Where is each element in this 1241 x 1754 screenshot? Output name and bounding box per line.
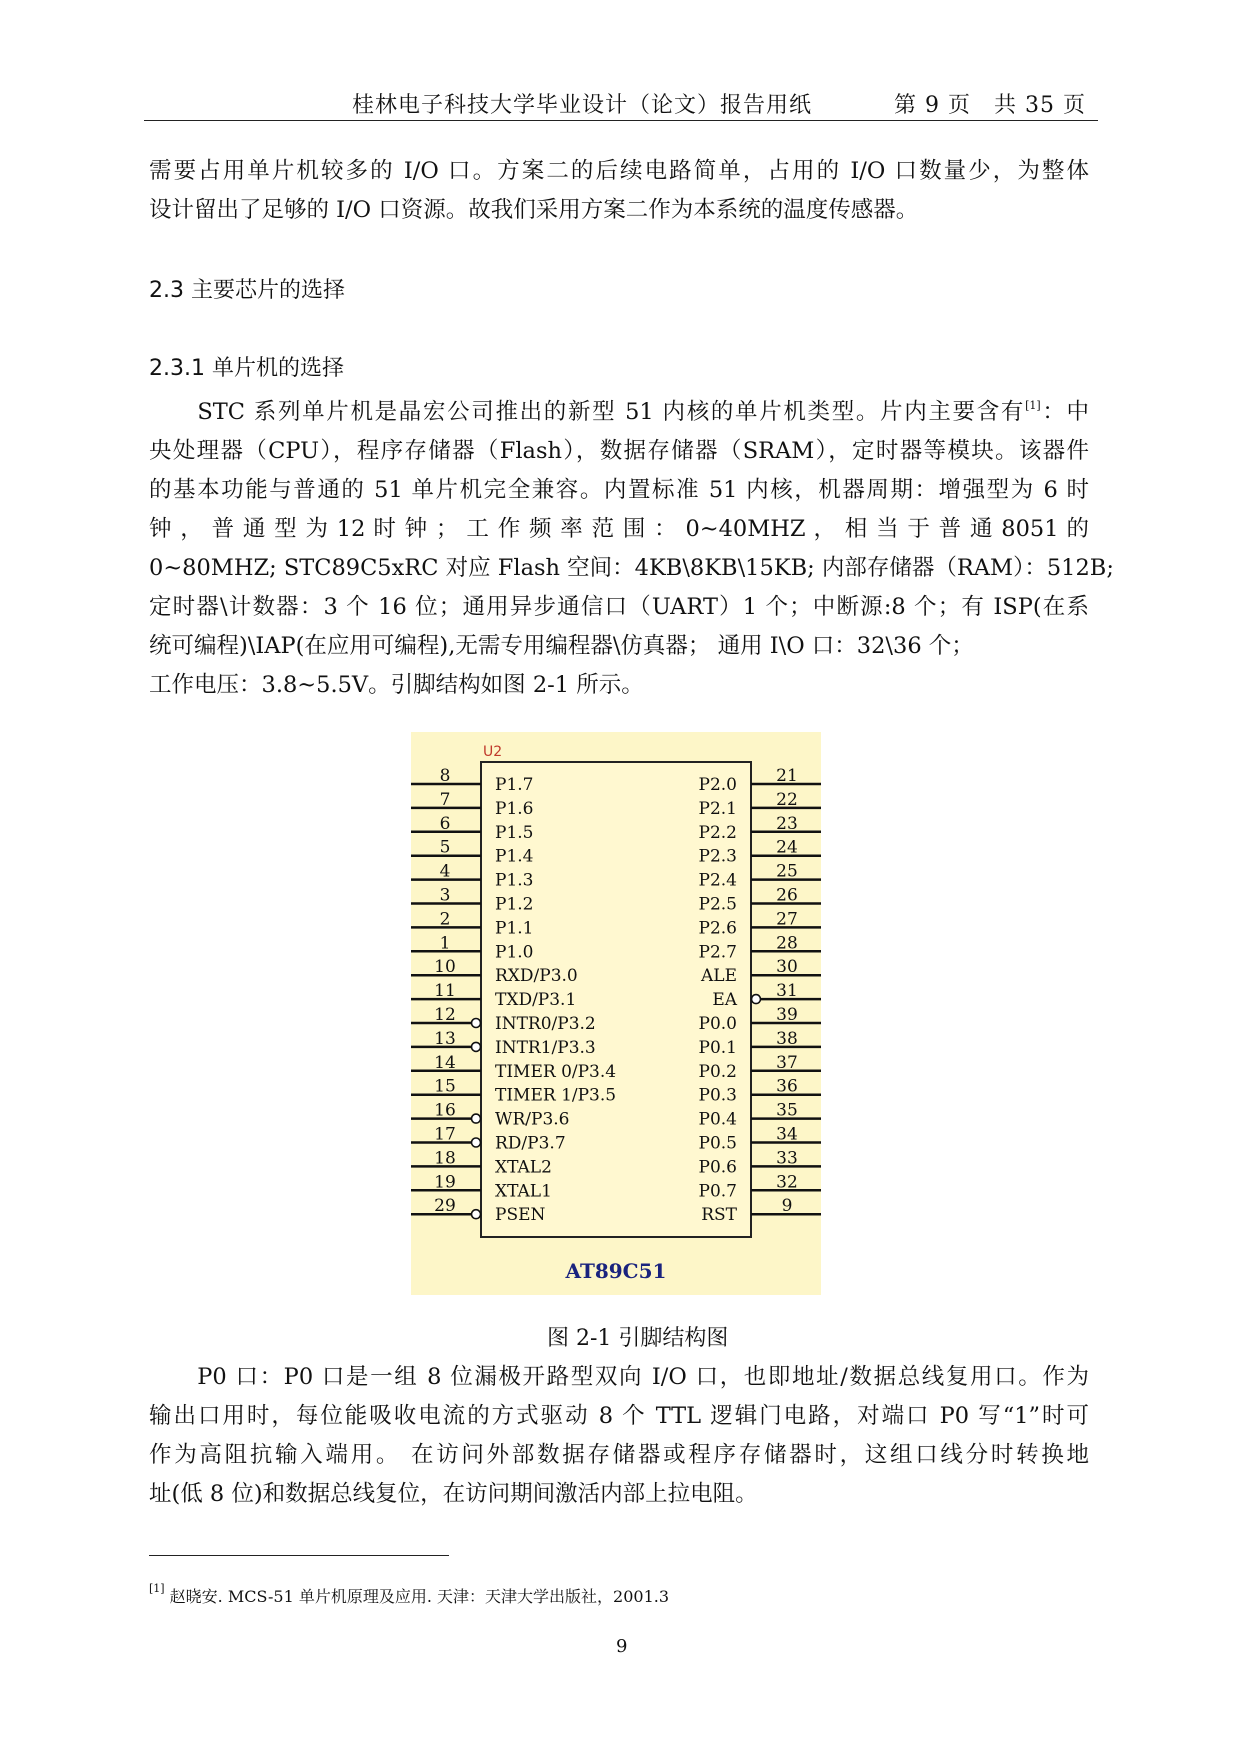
pin-number: 8 [439, 766, 451, 786]
pin-number: 16 [434, 1100, 456, 1121]
pin-number: 1 [439, 933, 451, 954]
inversion-bubble [472, 1114, 481, 1123]
pin-name: EA [712, 990, 737, 1011]
pin-name: P2.5 [698, 894, 737, 915]
section-heading-2-3: 2.3 主要芯片的选择 [149, 278, 345, 303]
pin-name: P1.0 [495, 942, 534, 963]
paragraph-2-line: 统可编程)\IAP(在应用可编程),无需专用编程器\仿真器； 通用 I\O 口：32\36 个； [149, 633, 974, 659]
pin-number: 14 [434, 1052, 456, 1073]
pin-name: P2.4 [698, 870, 737, 891]
pin-number: 34 [776, 1124, 798, 1145]
pin-name: P2.1 [698, 798, 737, 819]
pin-name: P0.5 [698, 1133, 737, 1154]
paragraph-2-line: 0~80MHZ; STC89C5xRC 对应 Flash 空间：4KB\8KB\15KB; 内部存储器（RAM）：512B; [149, 555, 1114, 581]
pin-name: P0.6 [698, 1157, 737, 1178]
pin-number: 2 [439, 909, 451, 930]
pin-name: PSEN [495, 1205, 546, 1226]
footnote-mark: [1] [149, 1582, 165, 1595]
pin-number: 30 [776, 957, 798, 978]
section-heading-2-3-1: 2.3.1 单片机的选择 [149, 356, 344, 381]
paragraph-2-text: ：中 [1040, 399, 1089, 425]
pin-number: 36 [776, 1076, 798, 1097]
pin-number: 5 [439, 837, 451, 858]
pin-name: RXD/P3.0 [495, 966, 578, 987]
pin-number: 39 [776, 1005, 798, 1025]
paragraph-2-line: 央处理器（CPU），程序存储器（Flash），数据存储器（SRAM），定时器等模块。该器件 [149, 438, 1089, 464]
paragraph-3-line: 作为高阻抗输入端用。 在访问外部数据存储器或程序存储器时，这组口线分时转换地 [149, 1442, 1089, 1468]
pin-name: P2.3 [698, 846, 737, 867]
pin-name: P1.4 [495, 846, 534, 867]
citation-ref[interactable]: [1] [1025, 399, 1041, 412]
pin-number: 12 [434, 1005, 456, 1025]
paragraph-2-line: 工作电压：3.8~5.5V。引脚结构如图 2-1 所示。 [149, 672, 644, 698]
pin-name: TXD/P3.1 [495, 990, 577, 1011]
pin-number: 25 [776, 861, 798, 882]
page-number: 9 [616, 1636, 628, 1657]
pin-number: 28 [776, 933, 798, 954]
pin-name: P1.1 [495, 918, 534, 939]
pin-number: 9 [781, 1196, 793, 1217]
pin-number: 4 [439, 861, 451, 882]
pin-name: P0.3 [698, 1085, 737, 1106]
pin-name: P0.4 [698, 1109, 737, 1130]
pin-number: 21 [776, 766, 798, 786]
inversion-bubble [472, 1019, 481, 1028]
footnote [149, 1584, 669, 1607]
pin-number: 19 [434, 1172, 456, 1193]
inversion-bubble [472, 1210, 481, 1219]
pin-number: 11 [434, 981, 456, 1002]
inversion-bubble [472, 1042, 481, 1051]
pin-name: WR/P3.6 [495, 1109, 570, 1130]
pin-number: 32 [776, 1172, 798, 1193]
pin-number: 3 [439, 885, 451, 906]
pin-name: P2.7 [698, 942, 737, 963]
figure-caption: 图 2-1 引脚结构图 [547, 1326, 729, 1351]
pin-name: INTR0/P3.2 [495, 1014, 596, 1034]
pin-number: 22 [776, 789, 798, 810]
header-page-info: 第 9 页 共 35 页 [894, 93, 1086, 118]
pin-name: RST [701, 1205, 737, 1226]
paragraph-1 [149, 152, 1089, 230]
paragraph-3-line: 输出口用时，每位能吸收电流的方式驱动 8 个 TTL 逻辑门电路，对端口 P0 写“1”时可 [149, 1403, 1089, 1429]
pin-name: P0.2 [698, 1061, 737, 1082]
pin-name: P0.7 [698, 1181, 737, 1202]
pin-name: P1.2 [495, 894, 534, 915]
paragraph-2-text: STC 系列单片机是晶宏公司推出的新型 51 内核的单片机类型。片内主要含有 [149, 399, 1026, 425]
pin-name: XTAL2 [495, 1157, 552, 1178]
paragraph-1-line: 需要占用单片机较多的 I/O 口。方案二的后续电路简单，占用的 I/O 口数量少，为整体 [149, 158, 1089, 184]
pin-name: XTAL1 [495, 1181, 552, 1202]
pin-name: P0.0 [698, 1014, 737, 1034]
pin-number: 35 [776, 1100, 798, 1121]
pin-name: RD/P3.7 [495, 1133, 566, 1154]
pin-number: 23 [776, 813, 798, 834]
pin-name: P2.0 [698, 775, 737, 795]
header-title: 桂林电子科技大学毕业设计（论文）报告用纸 [352, 93, 813, 118]
pin-name: P1.6 [495, 798, 534, 819]
paragraph-3-line: 址(低 8 位)和数据总线复位，在访问期间激活内部上拉电阻。 [149, 1481, 758, 1507]
pin-name: P0.1 [698, 1037, 737, 1058]
paragraph-2-line: 钟 ， 普 通 型 为 12 时 钟 ； 工 作 频 率 范 围 ： 0~40MHZ ， 相 当 于 普 通 8051 的 [149, 516, 1089, 542]
pinout-figure [411, 732, 821, 1295]
pin-number: 17 [434, 1124, 456, 1145]
paragraph-2 [149, 393, 1114, 705]
pin-number: 26 [776, 885, 798, 906]
pin-number: 15 [434, 1076, 456, 1097]
chip-ref-label: U2 [483, 744, 503, 760]
inversion-bubble [472, 1138, 481, 1147]
paragraph-3-line: P0 口：P0 口是一组 8 位漏极开路型双向 I/O 口，也即地址/数据总线复用口。作为 [149, 1364, 1089, 1390]
pin-name: P2.6 [698, 918, 737, 939]
pin-number: 24 [776, 837, 798, 858]
footnote-text: 赵晓安. MCS-51 单片机原理及应用. 天津：天津大学出版社，2001.3 [164, 1587, 670, 1606]
paragraph-2-line: 定时器\计数器：3 个 16 位；通用异步通信口（UART）1 个；中断源:8 个；有 ISP(在系 [149, 594, 1089, 620]
paragraph-1-line: 设计留出了足够的 I/O 口资源。故我们采用方案二作为本系统的温度传感器。 [149, 197, 919, 223]
pin-number: 27 [776, 909, 798, 930]
pin-name: P1.7 [495, 775, 534, 795]
footnote-divider [149, 1555, 449, 1556]
pin-number: 13 [434, 1028, 456, 1049]
paragraph-2-line: 的基本功能与普通的 51 单片机完全兼容。内置标准 51 内核，机器周期：增强型为 6 时 [149, 477, 1089, 503]
paragraph-2-line [149, 393, 1089, 432]
pin-name: INTR1/P3.3 [495, 1037, 596, 1058]
pin-number: 18 [434, 1148, 456, 1169]
pin-name: P1.3 [495, 870, 534, 891]
pin-number: 7 [439, 789, 451, 810]
pin-number: 10 [434, 957, 456, 978]
pin-number: 38 [776, 1028, 798, 1049]
pin-number: 6 [439, 813, 451, 834]
paragraph-3 [149, 1358, 1089, 1514]
pin-name: TIMER 0/P3.4 [495, 1061, 617, 1082]
pin-number: 33 [776, 1148, 798, 1169]
pin-name: TIMER 1/P3.5 [495, 1085, 617, 1106]
pin-number: 29 [434, 1196, 456, 1217]
pin-number: 31 [776, 981, 798, 1002]
pin-name: ALE [701, 966, 737, 987]
header-divider [144, 120, 1098, 121]
chip-part-label: AT89C51 [565, 1259, 667, 1283]
inversion-bubble [752, 995, 761, 1004]
pin-name: P2.2 [698, 822, 737, 843]
pin-name: P1.5 [495, 822, 534, 843]
pin-number: 37 [776, 1052, 798, 1073]
